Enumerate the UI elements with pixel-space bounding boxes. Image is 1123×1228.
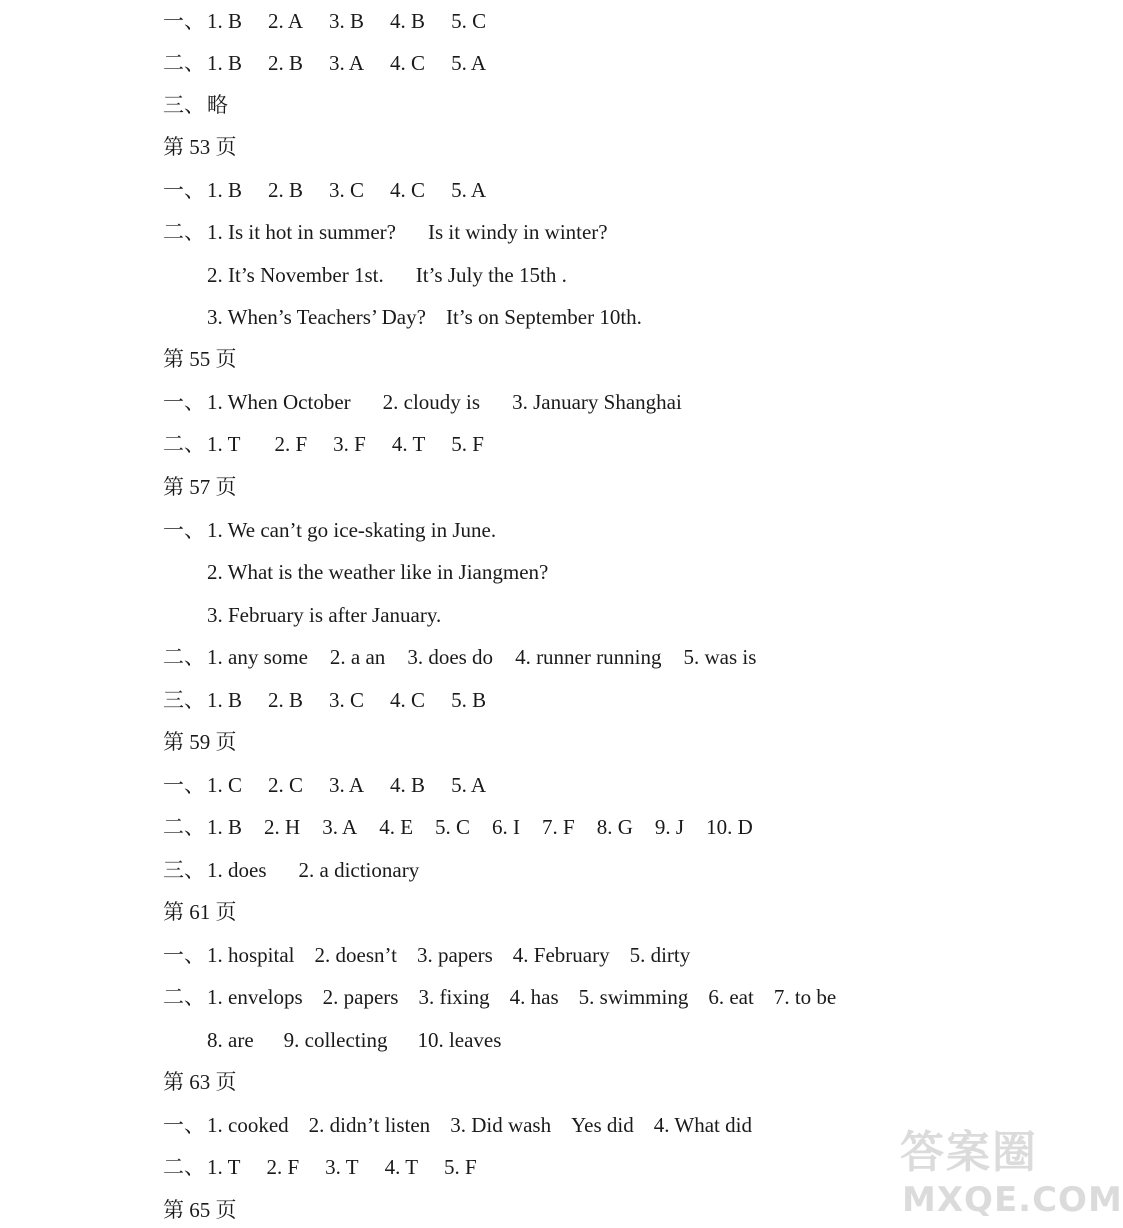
- answer-item: 2. H: [264, 815, 301, 839]
- answer-line: [163, 980, 836, 1014]
- answer-item: 6. I: [492, 815, 521, 839]
- answer-item: 1. cooked: [207, 1113, 289, 1137]
- answer-item: 10. leaves: [417, 1028, 502, 1052]
- answer-item: 3. T: [325, 1155, 359, 1179]
- answer-item: 8. are: [207, 1028, 254, 1052]
- answer-item: 4. C: [390, 178, 426, 202]
- answer-line: [163, 1150, 477, 1184]
- answer-item: 5. F: [451, 432, 484, 456]
- answer-item: 5. C: [451, 9, 487, 33]
- answer-item: 3. A: [322, 815, 358, 839]
- answer-item: 2. F: [274, 432, 308, 456]
- answer-item: 1. Is it hot in summer?: [207, 220, 396, 244]
- answer-item: 2. papers: [322, 985, 399, 1009]
- answer-item: 1. hospital: [207, 943, 295, 967]
- answer-item: 8. G: [596, 815, 633, 839]
- answer-item: 1. B: [207, 688, 243, 712]
- watermark-site-text: MXQE.COM: [902, 1180, 1123, 1220]
- answer-item: 6. eat: [708, 985, 754, 1009]
- answer-item: 3. February is after January.: [207, 603, 442, 627]
- answer-item: 略: [207, 93, 228, 117]
- answer-item: 5. was is: [683, 645, 757, 669]
- answer-item: 2. B: [268, 178, 304, 202]
- section-marker: 三、: [163, 858, 205, 882]
- watermark: [900, 1127, 1123, 1223]
- section-marker: 二、: [163, 432, 205, 456]
- answer-line: [207, 598, 441, 632]
- answer-item: 2. a an: [329, 645, 386, 669]
- page-heading: 第 65 页: [163, 1198, 237, 1222]
- section-marker: 一、: [163, 390, 205, 414]
- answer-item: 3. Did wash: [450, 1113, 552, 1137]
- answer-item: Is it windy in winter?: [427, 220, 608, 244]
- answer-item: 4. B: [390, 773, 426, 797]
- answer-item: Yes did: [571, 1113, 634, 1137]
- section-marker: 二、: [163, 815, 205, 839]
- answer-line: [163, 173, 486, 207]
- answer-item: 3. A: [329, 51, 365, 75]
- section-marker: 三、: [163, 93, 205, 117]
- answer-item: 5. A: [451, 178, 487, 202]
- answer-line: [163, 513, 496, 547]
- answer-item: 2. cloudy is: [382, 390, 481, 414]
- answer-item: 4. February: [512, 943, 610, 967]
- answer-item: 1. B: [207, 9, 243, 33]
- answer-item: 2. didn’t listen: [308, 1113, 431, 1137]
- answer-line: [163, 427, 484, 461]
- answer-item: 4. E: [379, 815, 414, 839]
- answer-item: 3. B: [329, 9, 365, 33]
- answer-item: 2. doesn’t: [314, 943, 397, 967]
- answer-line: [163, 46, 486, 80]
- page-heading: 第 57 页: [163, 475, 237, 499]
- answer-item: 3. fixing: [418, 985, 490, 1009]
- answer-item: 1. T: [207, 1155, 241, 1179]
- answer-item: 3. does do: [407, 645, 494, 669]
- answer-item: 1. We can’t go ice-skating in June.: [207, 518, 497, 542]
- section-marker: 一、: [163, 773, 205, 797]
- watermark-logo-text: 答案圈: [900, 1127, 1038, 1178]
- section-marker: 二、: [163, 51, 205, 75]
- answer-item: 5. B: [451, 688, 487, 712]
- answer-item: It’s July the 15th .: [415, 263, 567, 287]
- section-marker: 二、: [163, 220, 205, 244]
- answer-item: 1. any some: [207, 645, 308, 669]
- answer-item: 4. T: [384, 1155, 419, 1179]
- answer-item: 1. T: [207, 432, 241, 456]
- answer-item: 3. When’s Teachers’ Day?: [207, 305, 426, 329]
- answer-item: 4. B: [390, 9, 426, 33]
- answer-item: 5. dirty: [629, 943, 691, 967]
- answer-item: 9. J: [654, 815, 685, 839]
- answer-item: 2. A: [268, 9, 304, 33]
- answer-line: [163, 4, 486, 38]
- answer-line: [163, 385, 682, 419]
- answer-line: [163, 853, 419, 887]
- section-marker: 一、: [163, 943, 205, 967]
- answer-item: 3. January Shanghai: [512, 390, 682, 414]
- answer-item: 4. T: [391, 432, 426, 456]
- answer-line: [207, 258, 567, 292]
- answer-line: [163, 810, 753, 844]
- page-heading: 第 53 页: [163, 135, 237, 159]
- answer-item: 2. C: [268, 773, 304, 797]
- section-marker: 三、: [163, 688, 205, 712]
- page-heading: 第 59 页: [163, 730, 237, 754]
- section-marker: 一、: [163, 9, 205, 33]
- answer-item: 2. It’s November 1st.: [207, 263, 384, 287]
- answer-item: 5. A: [451, 51, 487, 75]
- answer-item: 4. runner running: [515, 645, 662, 669]
- answer-item: 1. B: [207, 51, 243, 75]
- answer-item: 1. B: [207, 815, 243, 839]
- answer-item: 3. C: [329, 688, 365, 712]
- answer-item: 2. B: [268, 688, 304, 712]
- answer-item: 3. C: [329, 178, 365, 202]
- answer-item: 3. F: [333, 432, 366, 456]
- section-marker: 一、: [163, 518, 205, 542]
- answer-line: [163, 88, 228, 122]
- answer-item: 4. C: [390, 51, 426, 75]
- answer-item: 5. C: [435, 815, 471, 839]
- answer-line: [207, 1023, 501, 1057]
- answer-line: [163, 768, 486, 802]
- answer-item: 1. When October: [207, 390, 351, 414]
- answer-line: [207, 555, 548, 589]
- answer-item: 4. has: [509, 985, 559, 1009]
- answer-item: 3. A: [329, 773, 365, 797]
- section-marker: 二、: [163, 985, 205, 1009]
- answer-item: 4. C: [390, 688, 426, 712]
- answer-item: 2. a dictionary: [298, 858, 420, 882]
- answer-item: 10. D: [706, 815, 753, 839]
- answer-item: 3. papers: [416, 943, 493, 967]
- answer-line: [207, 300, 642, 334]
- answer-line: [163, 683, 486, 717]
- answer-item: 2. What is the weather like in Jiangmen?: [207, 560, 549, 584]
- answer-item: 7. F: [542, 815, 575, 839]
- answer-item: 1. does: [207, 858, 267, 882]
- answer-line: [163, 1108, 752, 1142]
- answer-item: 4. What did: [653, 1113, 752, 1137]
- page-heading: 第 63 页: [163, 1070, 237, 1094]
- answer-item: 5. F: [444, 1155, 477, 1179]
- answer-item: 9. collecting: [283, 1028, 388, 1052]
- answer-item: 5. A: [451, 773, 487, 797]
- answer-line: [163, 215, 608, 249]
- section-marker: 二、: [163, 645, 205, 669]
- answer-item: 2. F: [266, 1155, 300, 1179]
- section-marker: 一、: [163, 178, 205, 202]
- answer-item: 1. C: [207, 773, 243, 797]
- answer-item: 7. to be: [773, 985, 837, 1009]
- page-heading: 第 61 页: [163, 900, 237, 924]
- section-marker: 一、: [163, 1113, 205, 1137]
- answer-item: 1. B: [207, 178, 243, 202]
- answer-item: 5. swimming: [578, 985, 689, 1009]
- answer-item: 1. envelops: [207, 985, 303, 1009]
- answer-item: 2. B: [268, 51, 304, 75]
- page-heading: 第 55 页: [163, 347, 237, 371]
- answer-line: [163, 640, 756, 674]
- answer-item: It’s on September 10th.: [445, 305, 642, 329]
- section-marker: 二、: [163, 1155, 205, 1179]
- answer-line: [163, 938, 690, 972]
